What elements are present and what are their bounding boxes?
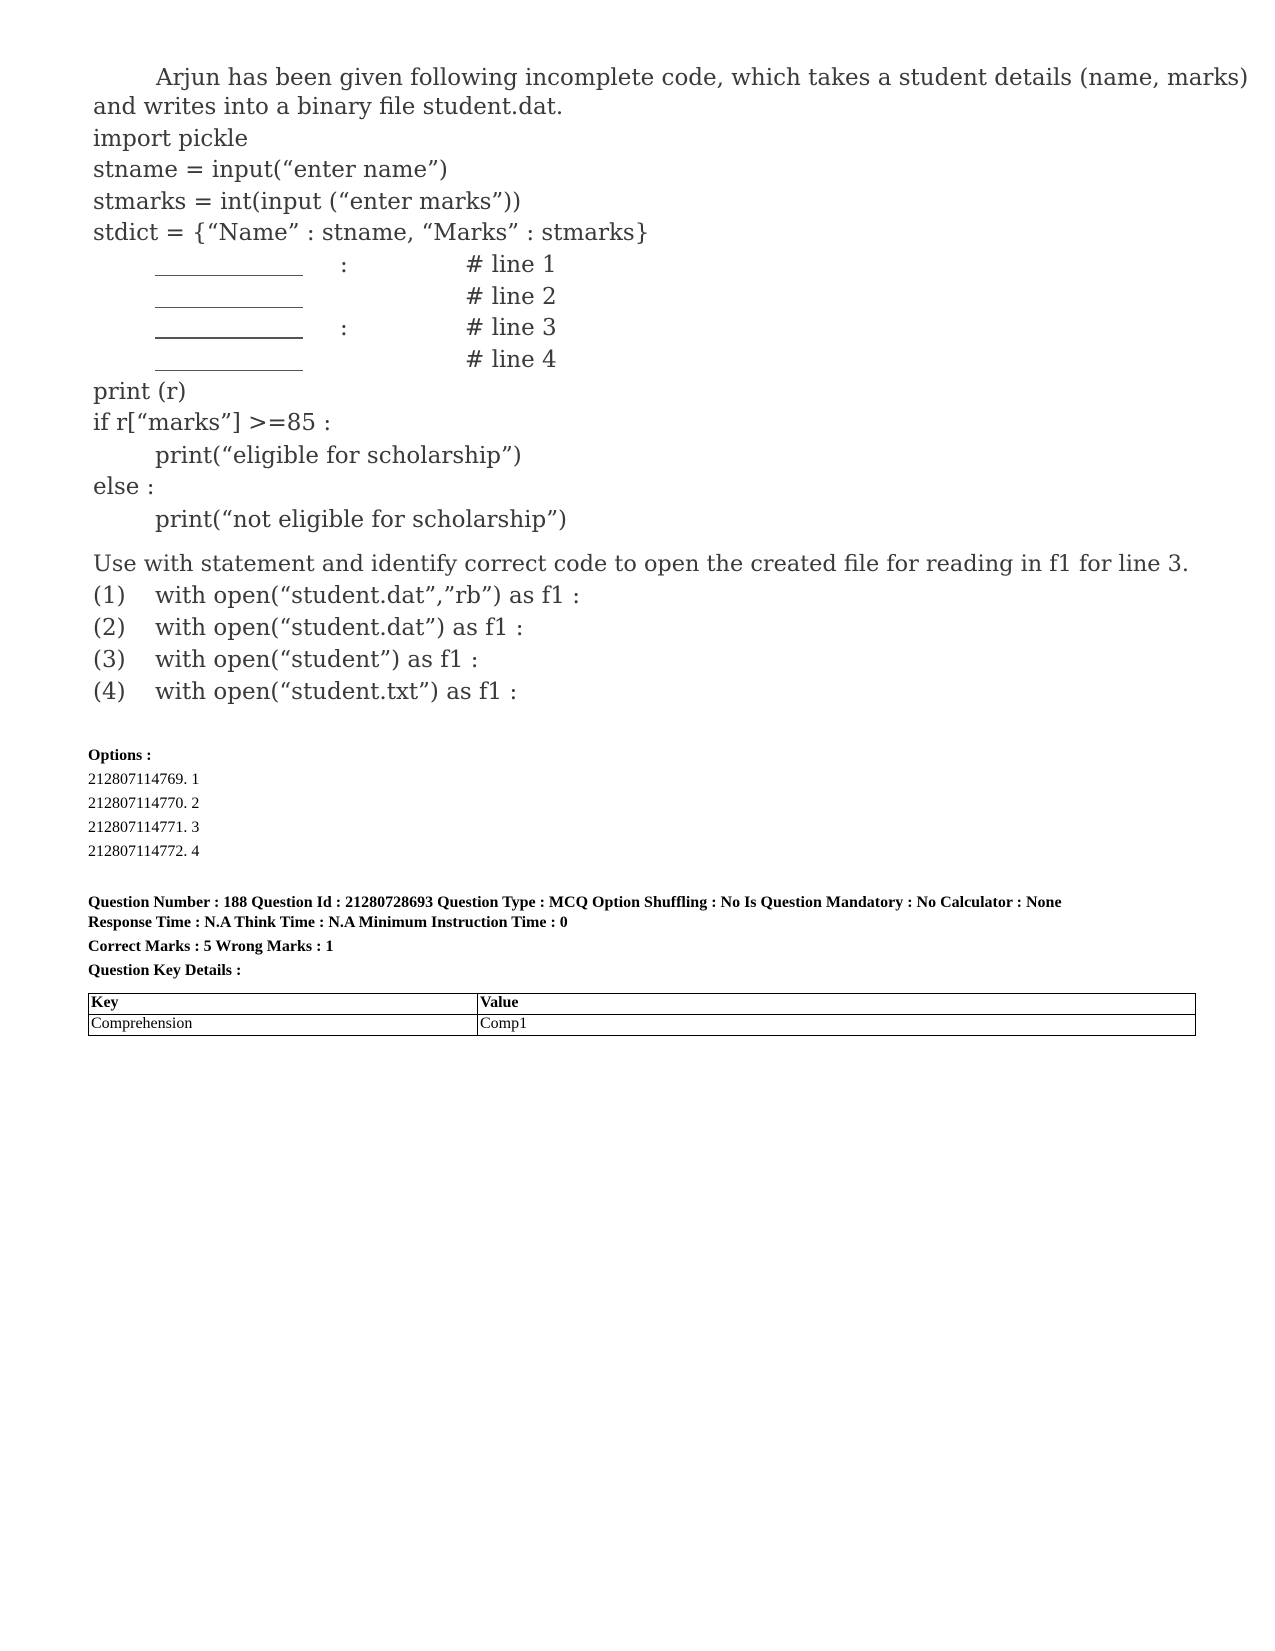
- option-item: 212807114771. 3: [88, 819, 200, 836]
- code-line: print (r): [93, 379, 187, 405]
- code-line: print(“not eligible for scholarship”): [155, 507, 567, 533]
- code-blank-3: [155, 337, 303, 339]
- choice-number: (2): [93, 615, 126, 641]
- option-item: 212807114770. 2: [88, 795, 200, 812]
- question-meta-line-1: Question Number : 188 Question Id : 21280728693 Question Type : MCQ Option Shuffling : No Is Question Mandatory : No Calculator : None: [88, 894, 1062, 911]
- blank-comment: # line 3: [465, 315, 557, 341]
- option-item: 212807114769. 1: [88, 771, 200, 788]
- choice-number: (1): [93, 583, 126, 609]
- choice-number: (3): [93, 647, 126, 673]
- question-image: [85, 52, 1249, 742]
- code-blank-2: [155, 307, 303, 308]
- choice-text: with open(“student.dat”,”rb”) as f1 :: [155, 583, 580, 609]
- code-line: stdict = {“Name” : stname, “Marks” : stmarks}: [93, 220, 650, 246]
- table-header-key: Key: [89, 994, 478, 1015]
- blank-comment: # line 4: [465, 347, 557, 373]
- table-header-row: [89, 994, 1196, 1015]
- question-key-table: [88, 993, 1196, 1036]
- code-blank-1: [155, 275, 303, 276]
- colon: :: [340, 315, 348, 341]
- code-line: if r[“marks”] >=85 :: [93, 410, 332, 436]
- option-item: 212807114772. 4: [88, 843, 200, 860]
- code-blank-4: [155, 370, 303, 371]
- question-meta-line-2: Response Time : N.A Think Time : N.A Minimum Instruction Time : 0: [88, 914, 568, 931]
- choice-text: with open(“student.dat”) as f1 :: [155, 615, 524, 641]
- question-intro-line-1: Arjun has been given following incomplete code, which takes a student details (name, marks): [156, 65, 1249, 91]
- choice-text: with open(“student.txt”) as f1 :: [155, 679, 518, 705]
- choice-number: (4): [93, 679, 126, 705]
- blank-comment: # line 1: [465, 252, 557, 278]
- table-cell-key: Comprehension: [89, 1015, 478, 1036]
- question-marks: Correct Marks : 5 Wrong Marks : 1: [88, 938, 334, 955]
- table-row: [89, 1015, 1196, 1036]
- code-line: stname = input(“enter name”): [93, 157, 448, 183]
- options-label: Options :: [88, 747, 152, 764]
- table-header-value: Value: [478, 994, 1196, 1015]
- code-line: else :: [93, 474, 155, 500]
- blank-comment: # line 2: [465, 284, 557, 310]
- code-line: import pickle: [93, 126, 249, 152]
- question-key-details-label: Question Key Details :: [88, 962, 242, 979]
- colon: :: [340, 252, 348, 278]
- code-line: print(“eligible for scholarship”): [155, 443, 522, 469]
- question-prompt: Use with statement and identify correct code to open the created file for reading in f1 for line 3.: [93, 551, 1190, 577]
- choice-text: with open(“student”) as f1 :: [155, 647, 479, 673]
- table-cell-value: Comp1: [478, 1015, 1196, 1036]
- code-line: stmarks = int(input (“enter marks”)): [93, 189, 522, 215]
- question-intro-line-2: and writes into a binary file student.dat.: [93, 94, 564, 120]
